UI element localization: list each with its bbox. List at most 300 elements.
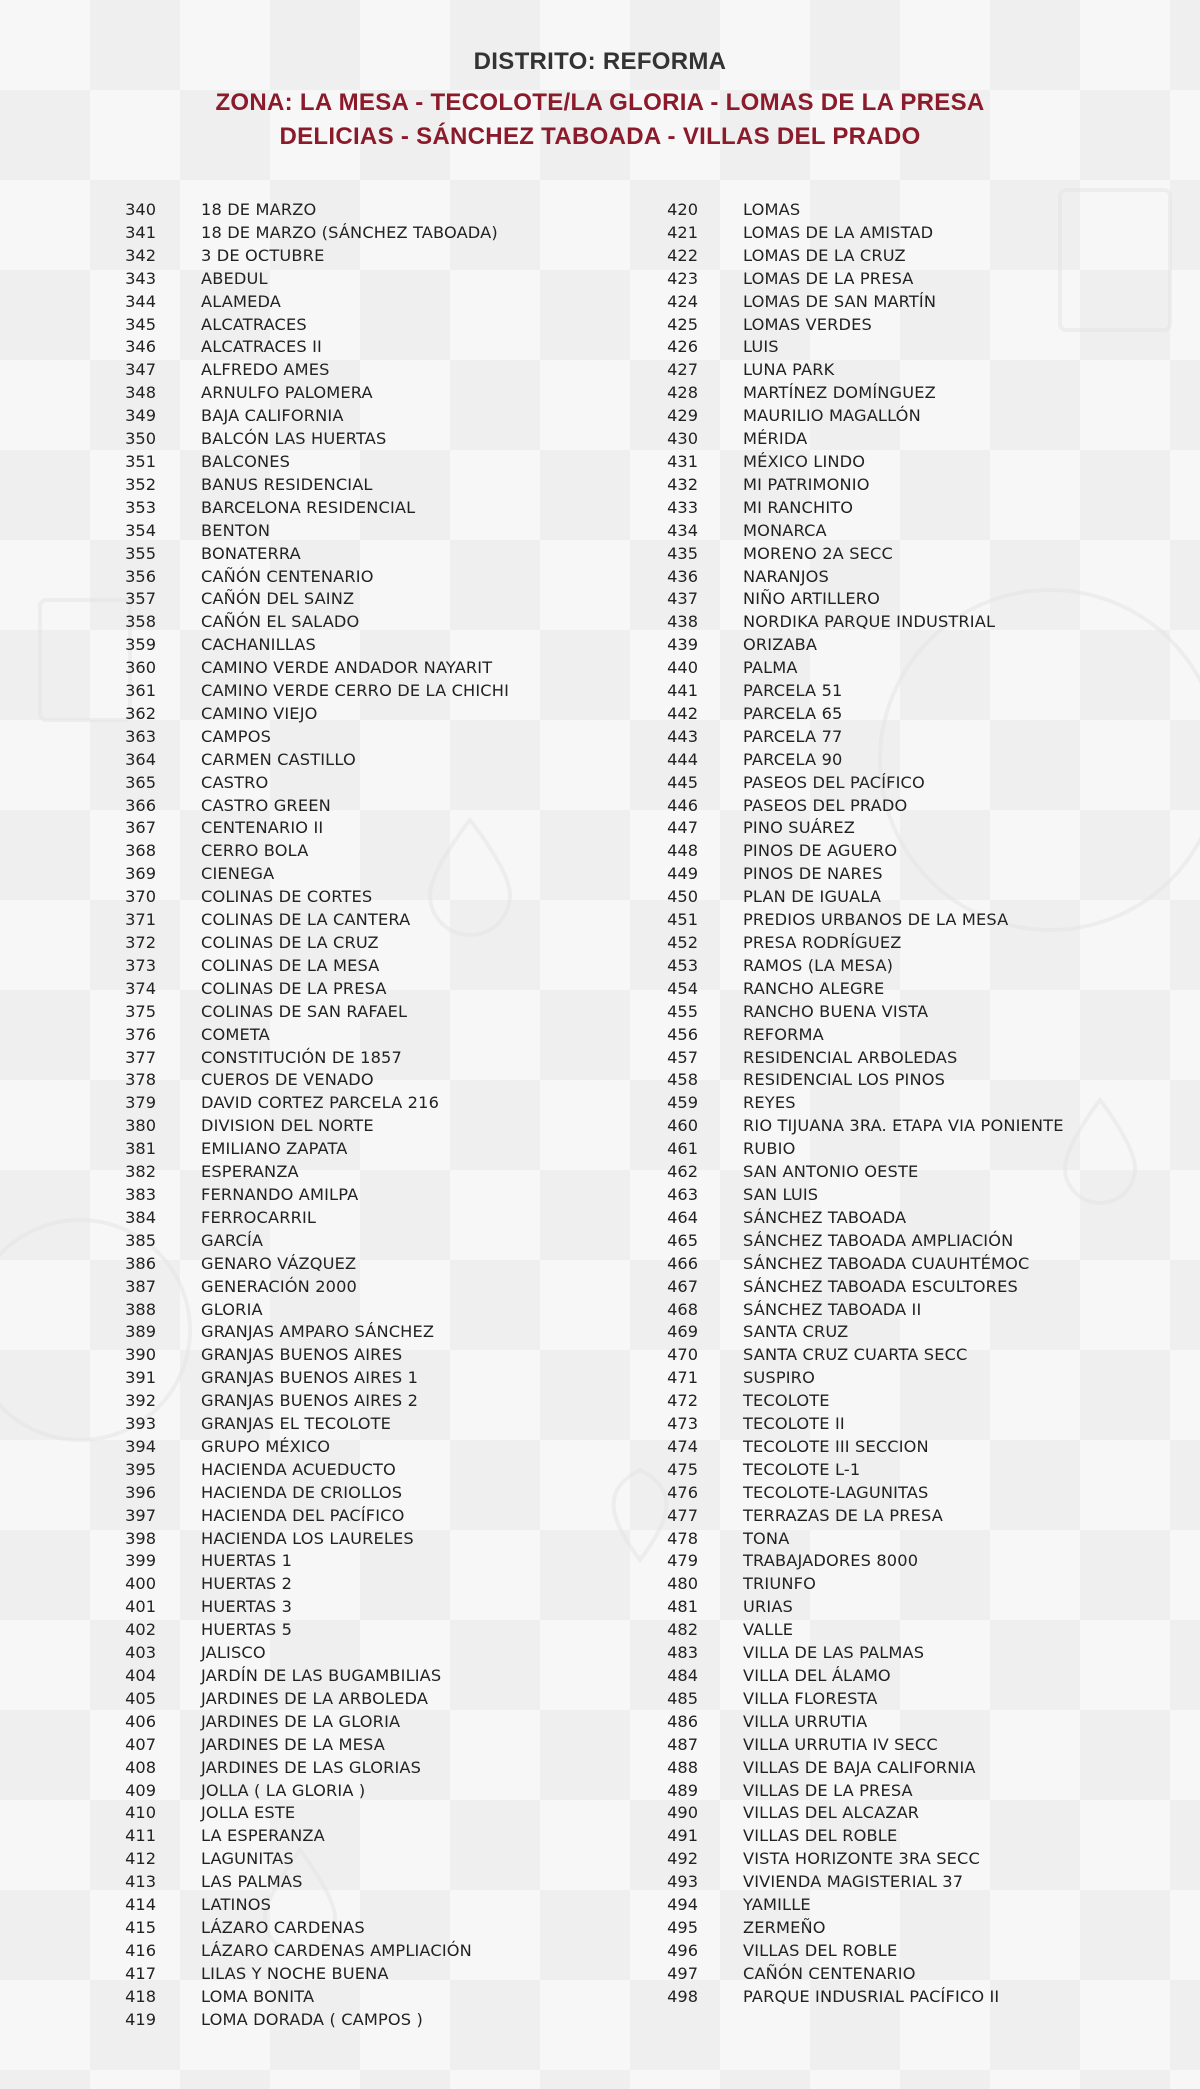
colonia-number: 360 <box>125 658 156 678</box>
colonia-name: 18 DE MARZO (SÁNCHEZ TABOADA) <box>201 222 498 242</box>
colonia-name: BALCONES <box>201 451 291 471</box>
colonia-number: 464 <box>667 1207 698 1227</box>
colonia-row <box>100 1276 509 1299</box>
colonia-number: 347 <box>125 360 156 380</box>
colonia-row <box>100 566 509 589</box>
colonia-row <box>642 1596 1064 1619</box>
colonia-number: 456 <box>667 1024 698 1044</box>
colonia-row <box>642 1207 1064 1230</box>
colonia-number: 454 <box>667 978 698 998</box>
colonia-name: CONSTITUCIÓN DE 1857 <box>201 1047 402 1067</box>
colonia-number: 417 <box>125 1963 156 1983</box>
colonia-name: VIVIENDA MAGISTERIAL 37 <box>743 1872 964 1892</box>
colonia-row <box>642 1115 1064 1138</box>
colonia-name: JOLLA ESTE <box>201 1803 296 1823</box>
colonia-number: 471 <box>667 1368 698 1388</box>
colonia-name: FERROCARRIL <box>201 1207 317 1227</box>
colonia-number: 444 <box>667 749 698 769</box>
colonia-number: 424 <box>667 291 698 311</box>
colonia-name: GRANJAS BUENOS AIRES <box>201 1345 403 1365</box>
colonia-number: 468 <box>667 1299 698 1319</box>
colonia-name: DAVID CORTEZ PARCELA 216 <box>201 1093 440 1113</box>
colonia-row <box>642 1482 1064 1505</box>
colonia-number: 426 <box>667 337 698 357</box>
colonia-name: MORENO 2A SECC <box>743 543 893 563</box>
colonia-name: REYES <box>743 1093 796 1113</box>
colonia-number: 481 <box>667 1597 698 1617</box>
colonia-row <box>642 1986 1064 2009</box>
colonia-number: 400 <box>125 1574 156 1594</box>
colonia-name: HUERTAS 5 <box>201 1620 293 1640</box>
colonia-name: COLINAS DE LA CANTERA <box>201 910 411 930</box>
colonia-number: 369 <box>125 864 156 884</box>
colonia-number: 440 <box>667 658 698 678</box>
colonia-name: CAMINO VIEJO <box>201 703 318 723</box>
colonia-number: 408 <box>125 1757 156 1777</box>
colonia-number: 485 <box>667 1688 698 1708</box>
colonia-number: 388 <box>125 1299 156 1319</box>
colonia-name: LOMAS <box>743 200 801 219</box>
colonia-name: PARCELA 65 <box>743 703 843 723</box>
colonia-name: SUSPIRO <box>743 1368 815 1388</box>
colonia-row <box>642 268 1064 291</box>
colonia-row <box>100 1757 509 1780</box>
colonia-row <box>100 1161 509 1184</box>
colonia-row <box>642 474 1064 497</box>
colonia-number: 377 <box>125 1047 156 1067</box>
colonia-row <box>100 199 509 222</box>
colonia-row <box>642 886 1064 909</box>
colonia-number: 476 <box>667 1482 698 1502</box>
colonia-name: HACIENDA LOS LAURELES <box>201 1528 414 1548</box>
colonia-number: 413 <box>125 1872 156 1892</box>
colonia-row <box>642 1276 1064 1299</box>
colonia-number: 394 <box>125 1436 156 1456</box>
colonia-row <box>100 1367 509 1390</box>
colonia-number: 483 <box>667 1643 698 1663</box>
colonia-name: JARDINES DE LA GLORIA <box>201 1711 401 1731</box>
colonia-number: 427 <box>667 360 698 380</box>
colonia-number: 389 <box>125 1322 156 1342</box>
colonia-row <box>100 1573 509 1596</box>
colonia-number: 380 <box>125 1116 156 1136</box>
colonia-number: 425 <box>667 314 698 334</box>
colonia-name: LOMA DORADA ( CAMPOS ) <box>201 2009 423 2029</box>
zone-title-line1: ZONA: LA MESA - TECOLOTE/LA GLORIA - LOMAS DE LA PRESA <box>215 89 985 116</box>
colonia-number: 448 <box>667 841 698 861</box>
colonia-name: LOMAS VERDES <box>743 314 872 334</box>
colonia-row <box>100 1230 509 1253</box>
colonia-name: MÉXICO LINDO <box>743 451 866 471</box>
colonia-number: 432 <box>667 474 698 494</box>
colonia-row <box>100 1711 509 1734</box>
colonia-number: 398 <box>125 1528 156 1548</box>
colonia-row <box>642 1825 1064 1848</box>
colonia-row <box>100 1184 509 1207</box>
colonia-number: 406 <box>125 1711 156 1731</box>
colonia-number: 421 <box>667 222 698 242</box>
colonia-number: 363 <box>125 726 156 746</box>
colonia-row <box>100 1825 509 1848</box>
colonia-name: RAMOS (LA MESA) <box>743 955 894 975</box>
colonia-number: 341 <box>125 222 156 242</box>
colonia-row <box>642 1161 1064 1184</box>
colonia-row <box>100 657 509 680</box>
colonia-number: 495 <box>667 1917 698 1937</box>
colonia-number: 478 <box>667 1528 698 1548</box>
colonia-number: 479 <box>667 1551 698 1571</box>
colonia-name: ALCATRACES II <box>201 337 322 357</box>
colonia-name: MARTÍNEZ DOMÍNGUEZ <box>743 383 936 403</box>
colonia-number: 458 <box>667 1070 698 1090</box>
colonia-name: BALCÓN LAS HUERTAS <box>201 429 387 449</box>
colonia-number: 433 <box>667 497 698 517</box>
colonia-number: 357 <box>125 589 156 609</box>
colonia-number: 450 <box>667 887 698 907</box>
colonia-number: 342 <box>125 245 156 265</box>
colonia-row <box>100 222 509 245</box>
colonia-name: CASTRO GREEN <box>201 795 331 815</box>
colonia-row <box>100 840 509 863</box>
colonia-number: 373 <box>125 955 156 975</box>
colonia-number: 439 <box>667 635 698 655</box>
colonia-name: BENTON <box>201 520 271 540</box>
colonia-name: HACIENDA DEL PACÍFICO <box>201 1505 405 1525</box>
colonia-row <box>100 772 509 795</box>
colonia-number: 371 <box>125 910 156 930</box>
zone-title-line2: DELICIAS - SÁNCHEZ TABOADA - VILLAS DEL PRADO <box>279 123 921 150</box>
colonia-row <box>642 1528 1064 1551</box>
colonia-number: 449 <box>667 864 698 884</box>
colonia-number: 359 <box>125 635 156 655</box>
colonia-row <box>642 1069 1064 1092</box>
colonia-row <box>642 1505 1064 1528</box>
colonia-number: 364 <box>125 749 156 769</box>
colonia-name: JARDINES DE LA ARBOLEDA <box>201 1688 429 1708</box>
colonia-name: PARQUE INDUSRIAL PACÍFICO II <box>743 1986 1000 2006</box>
colonia-name: JARDÍN DE LAS BUGAMBILIAS <box>201 1666 442 1685</box>
colonia-row <box>642 726 1064 749</box>
colonia-name: HACIENDA DE CRIOLLOS <box>201 1482 403 1502</box>
colonia-row <box>642 1894 1064 1917</box>
colonia-number: 442 <box>667 703 698 723</box>
colonia-row <box>100 474 509 497</box>
colonia-row <box>642 1665 1064 1688</box>
colonia-name: ZERMEÑO <box>743 1917 826 1937</box>
colonia-number: 418 <box>125 1986 156 2006</box>
colonia-number: 441 <box>667 681 698 701</box>
colonia-number: 402 <box>125 1620 156 1640</box>
colonia-name: 3 DE OCTUBRE <box>201 245 325 265</box>
colonia-number: 423 <box>667 268 698 288</box>
colonia-name: BONATERRA <box>201 543 301 563</box>
colonia-number: 488 <box>667 1757 698 1777</box>
colonia-number: 461 <box>667 1139 698 1159</box>
colonia-row <box>642 451 1064 474</box>
colonia-number: 395 <box>125 1459 156 1479</box>
colonia-name: RESIDENCIAL ARBOLEDAS <box>743 1047 958 1067</box>
colonia-name: REFORMA <box>743 1024 824 1044</box>
colonia-name: COLINAS DE SAN RAFAEL <box>201 1001 408 1021</box>
colonia-row <box>642 1230 1064 1253</box>
colonia-row <box>100 382 509 405</box>
colonia-name: VILLA URRUTIA <box>743 1711 868 1731</box>
colonia-name: SÁNCHEZ TABOADA CUAUHTÉMOC <box>743 1253 1030 1273</box>
colonia-row <box>642 1344 1064 1367</box>
colonia-number: 415 <box>125 1917 156 1937</box>
colonia-number: 396 <box>125 1482 156 1502</box>
colonia-number: 355 <box>125 543 156 563</box>
water-drop-icon <box>1065 1100 1135 1203</box>
colonia-name: JOLLA ( LA GLORIA ) <box>201 1780 366 1800</box>
colonia-name: VILLAS DE BAJA CALIFORNIA <box>743 1757 976 1777</box>
colonia-name: VILLAS DEL ROBLE <box>743 1826 898 1846</box>
colonia-row <box>642 314 1064 337</box>
colonia-row <box>642 1642 1064 1665</box>
colonia-number: 386 <box>125 1253 156 1273</box>
colonia-name: CENTENARIO II <box>201 818 324 838</box>
colonia-row <box>642 1757 1064 1780</box>
colonia-number: 390 <box>125 1345 156 1365</box>
colonia-row <box>100 1734 509 1757</box>
colonia-row <box>642 1138 1064 1161</box>
colonia-number: 428 <box>667 383 698 403</box>
colonia-name: LILAS Y NOCHE BUENA <box>201 1963 389 1983</box>
colonia-name: LA ESPERANZA <box>201 1826 325 1846</box>
colonia-name: COLINAS DE LA MESA <box>201 955 380 975</box>
colonia-row <box>642 795 1064 818</box>
colonia-row <box>642 1619 1064 1642</box>
colonia-name: VILLA DE LAS PALMAS <box>743 1643 925 1663</box>
colonia-name: NORDIKA PARQUE INDUSTRIAL <box>743 612 996 632</box>
colonia-row <box>100 1688 509 1711</box>
colonia-number: 416 <box>125 1940 156 1960</box>
colonia-row <box>642 978 1064 1001</box>
colonia-number: 457 <box>667 1047 698 1067</box>
colonia-name: MONARCA <box>743 520 827 540</box>
colonia-number: 445 <box>667 772 698 792</box>
colonia-row <box>100 1344 509 1367</box>
colonia-name: PARCELA 51 <box>743 681 843 701</box>
colonia-row <box>642 1299 1064 1322</box>
colonia-name: LOMAS DE SAN MARTÍN <box>743 291 937 311</box>
colonia-name: ARNULFO PALOMERA <box>201 383 373 403</box>
colonia-name: DIVISION DEL NORTE <box>201 1116 374 1136</box>
colonia-row <box>642 657 1064 680</box>
colonia-row <box>642 336 1064 359</box>
colonia-row <box>100 726 509 749</box>
colonia-name: JARDINES DE LA MESA <box>201 1734 385 1754</box>
colonia-number: 452 <box>667 933 698 952</box>
colonia-number: 429 <box>667 406 698 426</box>
colonia-number: 370 <box>125 887 156 907</box>
colonia-row <box>642 1367 1064 1390</box>
colonia-row <box>642 222 1064 245</box>
colonia-name: BAJA CALIFORNIA <box>201 406 344 426</box>
colonia-number: 419 <box>125 2009 156 2029</box>
colonia-name: TECOLOTE <box>743 1391 830 1411</box>
colonia-name: SÁNCHEZ TABOADA AMPLIACIÓN <box>743 1230 1014 1250</box>
colonia-row <box>100 863 509 886</box>
colonia-row <box>642 291 1064 314</box>
colonia-name: URIAS <box>743 1597 793 1617</box>
colonia-name: CAÑÓN DEL SAINZ <box>201 589 355 609</box>
colonia-number: 437 <box>667 589 698 609</box>
colonia-number: 397 <box>125 1505 156 1525</box>
colonia-row <box>100 1253 509 1276</box>
colonia-row <box>100 611 509 634</box>
colonia-name: CAÑÓN CENTENARIO <box>201 566 374 586</box>
colonia-name: MI PATRIMONIO <box>743 474 870 494</box>
colonia-number: 354 <box>125 520 156 540</box>
colonia-number: 470 <box>667 1345 698 1365</box>
colonia-number: 381 <box>125 1139 156 1159</box>
colonia-name: MÉRIDA <box>743 429 808 449</box>
colonia-number: 462 <box>667 1162 698 1182</box>
colonia-number: 351 <box>125 451 156 471</box>
colonia-row <box>100 1436 509 1459</box>
colonia-row <box>642 1848 1064 1871</box>
colonia-name: GRANJAS BUENOS AIRES 2 <box>201 1391 419 1411</box>
colonia-number: 420 <box>667 200 698 219</box>
colonia-name: PALMA <box>743 658 798 678</box>
colonia-number: 411 <box>125 1826 156 1846</box>
colonia-row <box>642 405 1064 428</box>
colonia-row <box>100 1024 509 1047</box>
colonia-name: HUERTAS 2 <box>201 1574 293 1594</box>
colonia-number: 498 <box>667 1986 698 2006</box>
colonia-number: 353 <box>125 497 156 517</box>
colonia-row <box>100 543 509 566</box>
colonia-row <box>100 245 509 268</box>
colonia-name: HUERTAS 1 <box>201 1551 293 1571</box>
colonia-name: CAMINO VERDE CERRO DE LA CHICHI <box>201 681 510 701</box>
colonia-row <box>100 1321 509 1344</box>
colonia-name: TECOLOTE-LAGUNITAS <box>743 1482 929 1502</box>
colonia-row <box>642 1917 1064 1940</box>
colonia-name: COMETA <box>201 1024 270 1044</box>
colonia-row <box>100 680 509 703</box>
colonia-name: CUEROS DE VENADO <box>201 1070 374 1090</box>
colonia-number: 434 <box>667 520 698 540</box>
colonia-name: CAÑÓN CENTENARIO <box>743 1963 916 1983</box>
colonia-name: SÁNCHEZ TABOADA II <box>743 1299 922 1319</box>
colonia-number: 401 <box>125 1597 156 1617</box>
colonia-row <box>100 497 509 520</box>
colonia-row <box>100 703 509 726</box>
colonia-number: 496 <box>667 1940 698 1960</box>
colonia-number: 378 <box>125 1070 156 1090</box>
colonia-row <box>642 1390 1064 1413</box>
colonia-number: 467 <box>667 1276 698 1296</box>
colonia-name: LOMA BONITA <box>201 1986 315 2006</box>
colonia-name: VISTA HORIZONTE 3RA SECC <box>743 1849 980 1869</box>
colonia-row <box>100 1207 509 1230</box>
colonia-row <box>100 886 509 909</box>
colonia-row <box>100 1917 509 1940</box>
colonia-row <box>642 955 1064 978</box>
colonia-row <box>642 1688 1064 1711</box>
colonia-name: VILLA URRUTIA IV SECC <box>743 1734 938 1754</box>
colonia-name: PINOS DE NARES <box>743 864 883 884</box>
colonia-name: GRANJAS BUENOS AIRES 1 <box>201 1368 419 1388</box>
colonia-number: 453 <box>667 955 698 975</box>
colonia-number: 494 <box>667 1895 698 1915</box>
colonia-row <box>100 1894 509 1917</box>
colonia-number: 410 <box>125 1803 156 1823</box>
colonia-name: PASEOS DEL PRADO <box>743 795 908 815</box>
colonia-row <box>100 1802 509 1825</box>
colonia-row <box>642 1436 1064 1459</box>
colonia-name: PARCELA 90 <box>743 749 843 769</box>
colonia-row <box>642 566 1064 589</box>
colonia-row <box>642 703 1064 726</box>
colonia-number: 365 <box>125 772 156 792</box>
colonia-number: 477 <box>667 1505 698 1525</box>
colonia-row <box>642 1321 1064 1344</box>
colonia-name: GRUPO MÉXICO <box>201 1436 331 1456</box>
colonia-number: 409 <box>125 1780 156 1800</box>
colonia-name: PREDIOS URBANOS DE LA MESA <box>743 910 1009 930</box>
colonia-number: 374 <box>125 978 156 998</box>
colonia-name: 18 DE MARZO <box>201 200 317 219</box>
colonia-number: 487 <box>667 1734 698 1754</box>
colonia-row <box>100 428 509 451</box>
colonia-name: SANTA CRUZ <box>743 1322 849 1342</box>
colonia-row <box>100 634 509 657</box>
colonia-name: RIO TIJUANA 3RA. ETAPA VIA PONIENTE <box>743 1116 1064 1136</box>
colonia-name: LOMAS DE LA AMISTAD <box>743 222 934 242</box>
colonia-row <box>100 1001 509 1024</box>
colonia-name: TRIUNFO <box>743 1574 816 1594</box>
colonia-number: 430 <box>667 429 698 449</box>
colonia-name: LATINOS <box>201 1895 272 1915</box>
colonia-row <box>642 1550 1064 1573</box>
colonia-name: SANTA CRUZ CUARTA SECC <box>743 1345 968 1365</box>
colonia-row <box>642 1253 1064 1276</box>
colonia-number: 362 <box>125 703 156 723</box>
colonia-row <box>100 451 509 474</box>
colonia-name: VILLA FLORESTA <box>743 1688 878 1708</box>
colonia-name: CACHANILLAS <box>201 635 316 655</box>
colonia-name: RANCHO ALEGRE <box>743 978 885 998</box>
colonia-name: LUNA PARK <box>743 360 835 380</box>
colonia-row <box>100 1528 509 1551</box>
colonia-name: ALFREDO AMES <box>201 360 330 380</box>
colonia-row <box>642 840 1064 863</box>
colonia-number: 349 <box>125 406 156 426</box>
colonia-row <box>100 817 509 840</box>
colonia-number: 435 <box>667 543 698 563</box>
colonia-row <box>100 336 509 359</box>
colonia-number: 345 <box>125 314 156 334</box>
colonia-name: ORIZABA <box>743 635 818 655</box>
colonia-name: VILLAS DE LA PRESA <box>743 1780 913 1800</box>
colonia-row <box>100 978 509 1001</box>
colonia-name: GLORIA <box>201 1299 263 1319</box>
colonia-name: PINO SUÁREZ <box>743 818 855 838</box>
colonia-row <box>100 1963 509 1986</box>
colonia-number: 484 <box>667 1666 698 1685</box>
colonia-row <box>100 1505 509 1528</box>
colonia-row <box>642 611 1064 634</box>
colonia-number: 473 <box>667 1414 698 1434</box>
colonia-name: HUERTAS 3 <box>201 1597 293 1617</box>
colonia-row <box>100 291 509 314</box>
colonia-row <box>642 909 1064 932</box>
colonia-row <box>642 1573 1064 1596</box>
colonia-name: GENARO VÁZQUEZ <box>201 1253 357 1273</box>
